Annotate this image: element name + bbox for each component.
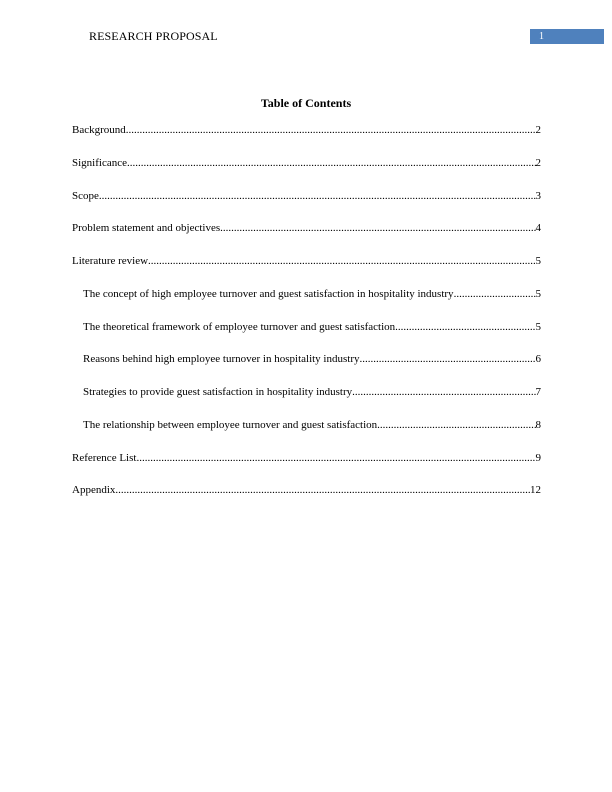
toc-entry-page: 12 <box>530 484 541 497</box>
toc-entry-page: 9 <box>535 451 541 464</box>
toc-entry-significance[interactable] <box>72 156 541 189</box>
toc-entry-strategies[interactable] <box>72 385 541 418</box>
toc-entry-text: Reference List <box>72 451 137 464</box>
toc-leader-dots <box>454 287 536 301</box>
toc-leader-dots <box>377 418 535 432</box>
toc-entry-background[interactable] <box>72 123 541 156</box>
toc-entry-text: Significance <box>72 156 127 169</box>
toc-entry-text: Strategies to provide guest satisfaction in hospitality industry <box>83 386 353 398</box>
running-header-title: RESEARCH PROPOSAL <box>89 29 218 43</box>
toc-entry-page: 3 <box>535 189 541 202</box>
toc-leader-dots <box>136 451 535 465</box>
toc-entry-text: The relationship between employee turnover and guest satisfaction <box>83 418 378 431</box>
toc-leader-dots <box>352 385 535 399</box>
toc-entry-page: 4 <box>535 222 541 235</box>
toc-entry-relationship[interactable] <box>72 418 541 451</box>
toc-entry-page: 2 <box>535 156 541 169</box>
toc-heading: Table of Contents <box>260 96 352 110</box>
toc-entry-concept[interactable] <box>72 287 541 320</box>
toc-entry-page: 8 <box>535 418 541 431</box>
toc-entry-literature-review[interactable] <box>72 254 541 287</box>
toc-leader-dots <box>127 156 536 170</box>
toc-leader-dots <box>395 320 535 334</box>
toc-entry-text: Background <box>72 124 126 136</box>
page-number-badge: 1 <box>530 29 604 44</box>
toc-leader-dots <box>99 189 536 203</box>
toc-leader-dots <box>115 483 530 497</box>
toc-entry-text: Scope <box>72 189 99 202</box>
toc-entry-text: The concept of high employee turnover and guest satisfaction in hospitality industry <box>83 287 454 300</box>
toc-entry-page: 2 <box>535 124 541 136</box>
toc-entry-page: 5 <box>535 287 541 300</box>
toc-entry-appendix[interactable] <box>72 483 541 516</box>
toc-leader-dots <box>220 221 535 235</box>
toc-entry-theoretical-framework[interactable] <box>72 320 541 353</box>
toc-leader-dots <box>126 123 536 137</box>
toc-entry-page: 6 <box>535 353 541 366</box>
toc-entry-text: Problem statement and objectives <box>72 222 221 235</box>
toc-entry-page: 5 <box>535 320 541 333</box>
toc-entry-text: The theoretical framework of employee turnover and guest satisfaction <box>83 320 396 333</box>
table-of-contents <box>72 123 541 516</box>
toc-leader-dots <box>360 352 536 366</box>
toc-entry-text: Appendix <box>72 484 116 497</box>
toc-entry-reasons[interactable] <box>72 352 541 385</box>
toc-entry-text: Reasons behind high employee turnover in hospitality industry <box>83 353 360 366</box>
toc-entry-page: 5 <box>535 255 541 267</box>
toc-entry-text: Literature review <box>72 255 149 267</box>
toc-entry-reference-list[interactable] <box>72 451 541 484</box>
toc-leader-dots <box>148 254 535 268</box>
toc-entry-page: 7 <box>535 386 541 398</box>
toc-entry-problem-statement[interactable] <box>72 221 541 254</box>
toc-entry-scope[interactable] <box>72 189 541 222</box>
